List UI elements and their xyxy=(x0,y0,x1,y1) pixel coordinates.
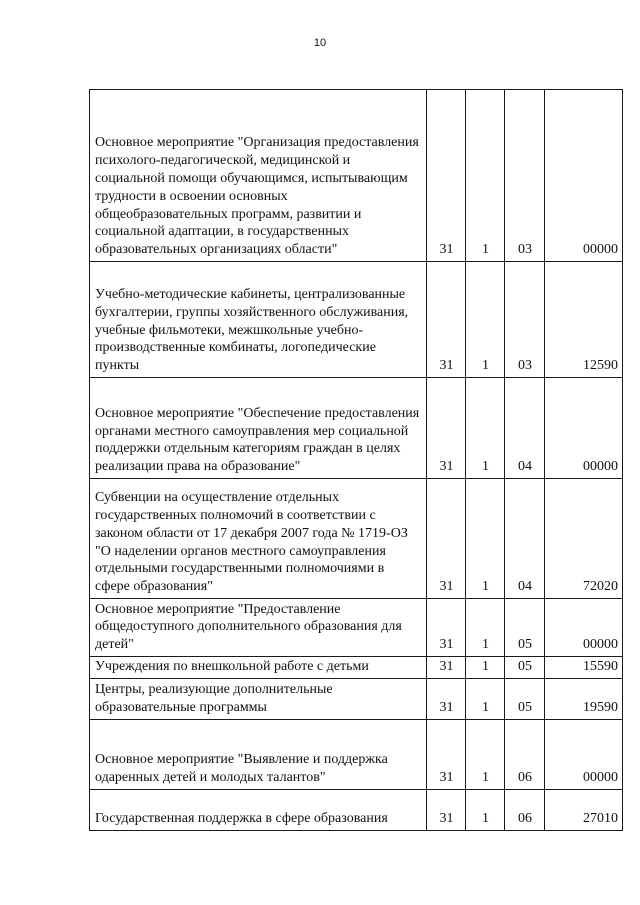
subprogram-code-cell: 1 xyxy=(466,479,505,599)
event-code-cell: 03 xyxy=(505,90,545,262)
program-code-cell: 31 xyxy=(427,479,466,599)
row-name-cell: Основное мероприятие "Предоставление общедоступного дополнительного образования для детей" xyxy=(90,599,427,657)
table-row xyxy=(90,657,623,679)
table-row xyxy=(90,90,623,262)
subprogram-code-cell: 1 xyxy=(466,790,505,831)
subprogram-code-cell: 1 xyxy=(466,90,505,262)
row-name-cell: Субвенции на осуществление отдельных государственных полномочий в соответствии с законом области от 17 декабря 2007 года № 1719-ОЗ "О наделении органов местного самоуправления отдельными государственными полномочиями в сфере образования" xyxy=(90,479,427,599)
direction-code-cell: 19590 xyxy=(545,679,623,720)
subprogram-code-cell: 1 xyxy=(466,378,505,479)
direction-code-cell: 12590 xyxy=(545,262,623,378)
row-name-cell: Учреждения по внешкольной работе с детьми xyxy=(90,657,427,679)
program-code-cell: 31 xyxy=(427,378,466,479)
budget-classification-table xyxy=(89,89,623,831)
direction-code-cell: 00000 xyxy=(545,378,623,479)
event-code-cell: 06 xyxy=(505,720,545,790)
program-code-cell: 31 xyxy=(427,90,466,262)
subprogram-code-cell: 1 xyxy=(466,262,505,378)
event-code-cell: 06 xyxy=(505,790,545,831)
event-code-cell: 04 xyxy=(505,479,545,599)
program-code-cell: 31 xyxy=(427,790,466,831)
table-row xyxy=(90,262,623,378)
subprogram-code-cell: 1 xyxy=(466,720,505,790)
program-code-cell: 31 xyxy=(427,262,466,378)
event-code-cell: 03 xyxy=(505,262,545,378)
table-row xyxy=(90,720,623,790)
program-code-cell: 31 xyxy=(427,599,466,657)
row-name-cell: Основное мероприятие "Организация предоставления психолого-педагогической, медицинской и социальной помощи обучающимся, испытывающим трудности в освоении основных общеобразовательных программ, развитии и социальной адаптации, в государственных образовательных организациях области" xyxy=(90,90,427,262)
page-number: 10 xyxy=(313,37,327,49)
direction-code-cell: 00000 xyxy=(545,90,623,262)
program-code-cell: 31 xyxy=(427,720,466,790)
row-name-cell: Основное мероприятие "Обеспечение предоставления органами местного самоуправления мер социальной поддержки отдельным категориям граждан в целях реализации права на образование" xyxy=(90,378,427,479)
event-code-cell: 04 xyxy=(505,378,545,479)
row-name-cell: Учебно-методические кабинеты, централизованные бухгалтерии, группы хозяйственного обслуживания, учебные фильмотеки, межшкольные учебно-производственные комбинаты, логопедические пункты xyxy=(90,262,427,378)
row-name-cell: Государственная поддержка в сфере образования xyxy=(90,790,427,831)
program-code-cell: 31 xyxy=(427,657,466,679)
subprogram-code-cell: 1 xyxy=(466,679,505,720)
table-row xyxy=(90,479,623,599)
program-code-cell: 31 xyxy=(427,679,466,720)
row-name-cell: Основное мероприятие "Выявление и поддержка одаренных детей и молодых талантов" xyxy=(90,720,427,790)
table-row xyxy=(90,790,623,831)
direction-code-cell: 00000 xyxy=(545,720,623,790)
event-code-cell: 05 xyxy=(505,679,545,720)
direction-code-cell: 27010 xyxy=(545,790,623,831)
event-code-cell: 05 xyxy=(505,657,545,679)
table-row xyxy=(90,679,623,720)
row-name-cell: Центры, реализующие дополнительные образовательные программы xyxy=(90,679,427,720)
direction-code-cell: 72020 xyxy=(545,479,623,599)
subprogram-code-cell: 1 xyxy=(466,599,505,657)
table-row xyxy=(90,378,623,479)
direction-code-cell: 00000 xyxy=(545,599,623,657)
subprogram-code-cell: 1 xyxy=(466,657,505,679)
direction-code-cell: 15590 xyxy=(545,657,623,679)
table-row xyxy=(90,599,623,657)
event-code-cell: 05 xyxy=(505,599,545,657)
